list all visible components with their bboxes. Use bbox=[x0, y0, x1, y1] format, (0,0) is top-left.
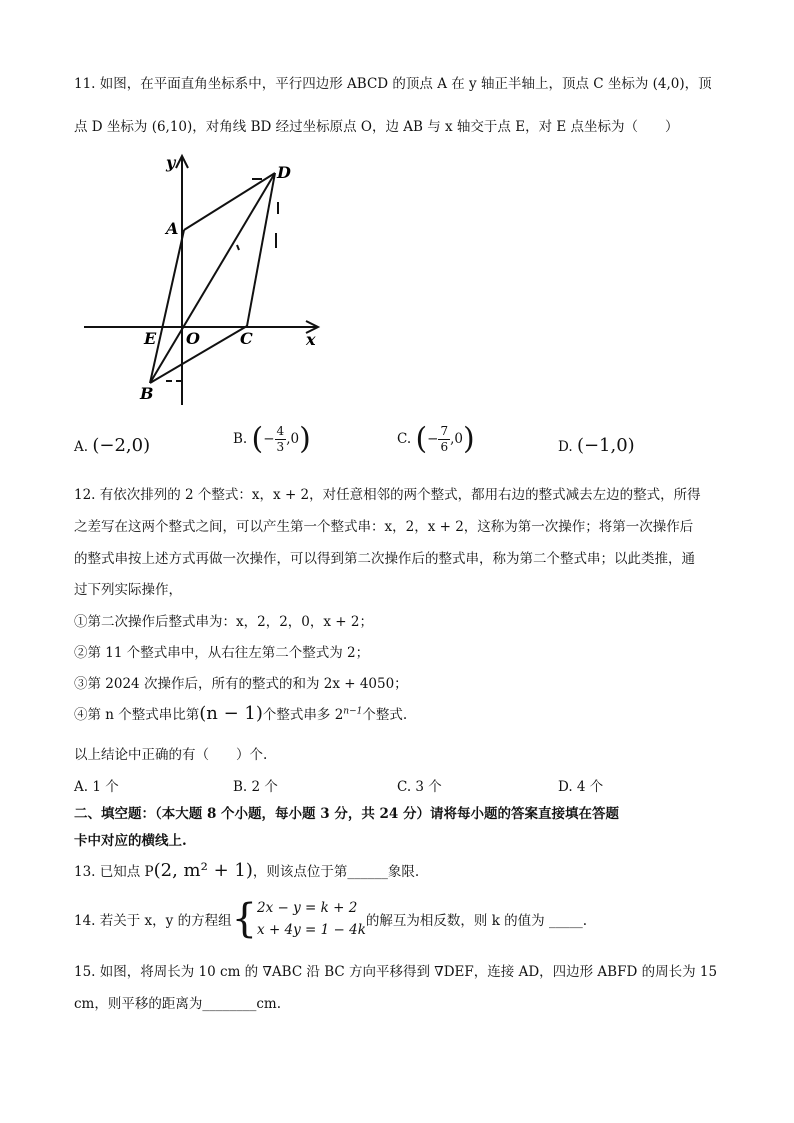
q12-option-a[interactable]: A. 1 个 bbox=[74, 779, 119, 795]
section-2-heading-line-2: 卡中对应的横线上. bbox=[74, 833, 187, 849]
side-ad bbox=[184, 173, 275, 230]
label-d: D bbox=[277, 163, 291, 182]
q12-statement-1: ①第二次操作后整式串为：x，2，2，0，x + 2； bbox=[74, 614, 373, 630]
q15-line-2: cm，则平移的距离为________cm. bbox=[74, 996, 282, 1012]
q12-option-c[interactable]: C. 3 个 bbox=[397, 779, 442, 795]
q15-line-1: 15. 如图，将周长为 10 cm 的 ∇ABC 沿 BC 方向平移得到 ∇DEF，连接 AD，四边形 ABFD 的周长为 15 bbox=[74, 964, 718, 980]
q12-line-3: 的整式串按上述方式再做一次操作，可以得到第二次操作后的整式串，称为第二个整式串；以此类推，通 bbox=[74, 551, 695, 567]
label-e: E bbox=[144, 329, 157, 348]
q11-option-b[interactable]: B. (− $\frac{4}{3}$ ,0) bbox=[233, 421, 311, 457]
q13-line: 13. 已知点 P(2, m² + 1)，则该点位于第______象限. bbox=[74, 860, 420, 881]
label-b: B bbox=[140, 384, 154, 403]
q11-option-d[interactable]: D. (−1,0) bbox=[558, 435, 635, 456]
label-y: y bbox=[166, 153, 176, 172]
label-x: x bbox=[306, 330, 316, 349]
q12-statement-3: ③第 2024 次操作后，所有的整式的和为 2x + 4050； bbox=[74, 676, 408, 692]
section-2-heading-line-1: 二、填空题：（本大题 8 个小题，每小题 3 分，共 24 分）请将每小题的答案直接填在答题 bbox=[74, 806, 620, 822]
q14-equation-2: x + 4y = 1 − 4k bbox=[257, 922, 366, 938]
label-c: C bbox=[240, 329, 253, 348]
q12-line-2: 之差写在这两个整式之间，可以产生第一个整式串：x，2，x + 2，这称为第一次操作；将第一次操作后 bbox=[74, 519, 694, 535]
q11-option-c[interactable]: C. (− $\frac{7}{6}$ ,0) bbox=[397, 421, 475, 457]
q12-statement-4: ④第 n 个整式串比第(n − 1)个整式串多 $2^{n-1}$个整式. bbox=[74, 703, 408, 724]
q14-line: 14. 若关于 x，y 的方程组{ 2x − y = k + 2 x + 4y = 1 − 4k 的解互为相反数，则 k 的值为 _____. bbox=[74, 896, 588, 942]
q12-option-d[interactable]: D. 4 个 bbox=[558, 779, 604, 795]
q12-line-1: 12. 有依次排列的 2 个整式：x，x + 2，对任意相邻的两个整式，都用右边的整式减去左边的整式，所得 bbox=[74, 487, 701, 503]
label-o: O bbox=[186, 329, 200, 348]
dash-3 bbox=[237, 245, 239, 250]
side-ba bbox=[150, 230, 184, 383]
label-a: A bbox=[166, 219, 179, 238]
q11-option-a[interactable]: A. (−2,0) bbox=[74, 435, 151, 456]
q14-equation-1: 2x − y = k + 2 bbox=[257, 900, 358, 916]
q12-option-b[interactable]: B. 2 个 bbox=[233, 779, 278, 795]
q11-figure bbox=[80, 150, 330, 412]
q11-line-1: 11. 如图，在平面直角坐标系中，平行四边形 ABCD 的顶点 A 在 y 轴正半轴上，顶点 C 坐标为 (4,0)，顶 bbox=[74, 76, 712, 92]
q12-line-4: 过下列实际操作， bbox=[74, 582, 182, 598]
q11-line-2: 点 D 坐标为 (6,10)，对角线 BD 经过坐标原点 O，边 AB 与 x 轴交于点 E，对 E 点坐标为（ ） bbox=[74, 119, 679, 135]
q12-statement-2: ②第 11 个整式串中，从右往左第二个整式为 2； bbox=[74, 645, 370, 661]
q12-question: 以上结论中正确的有（ ）个. bbox=[74, 747, 268, 763]
